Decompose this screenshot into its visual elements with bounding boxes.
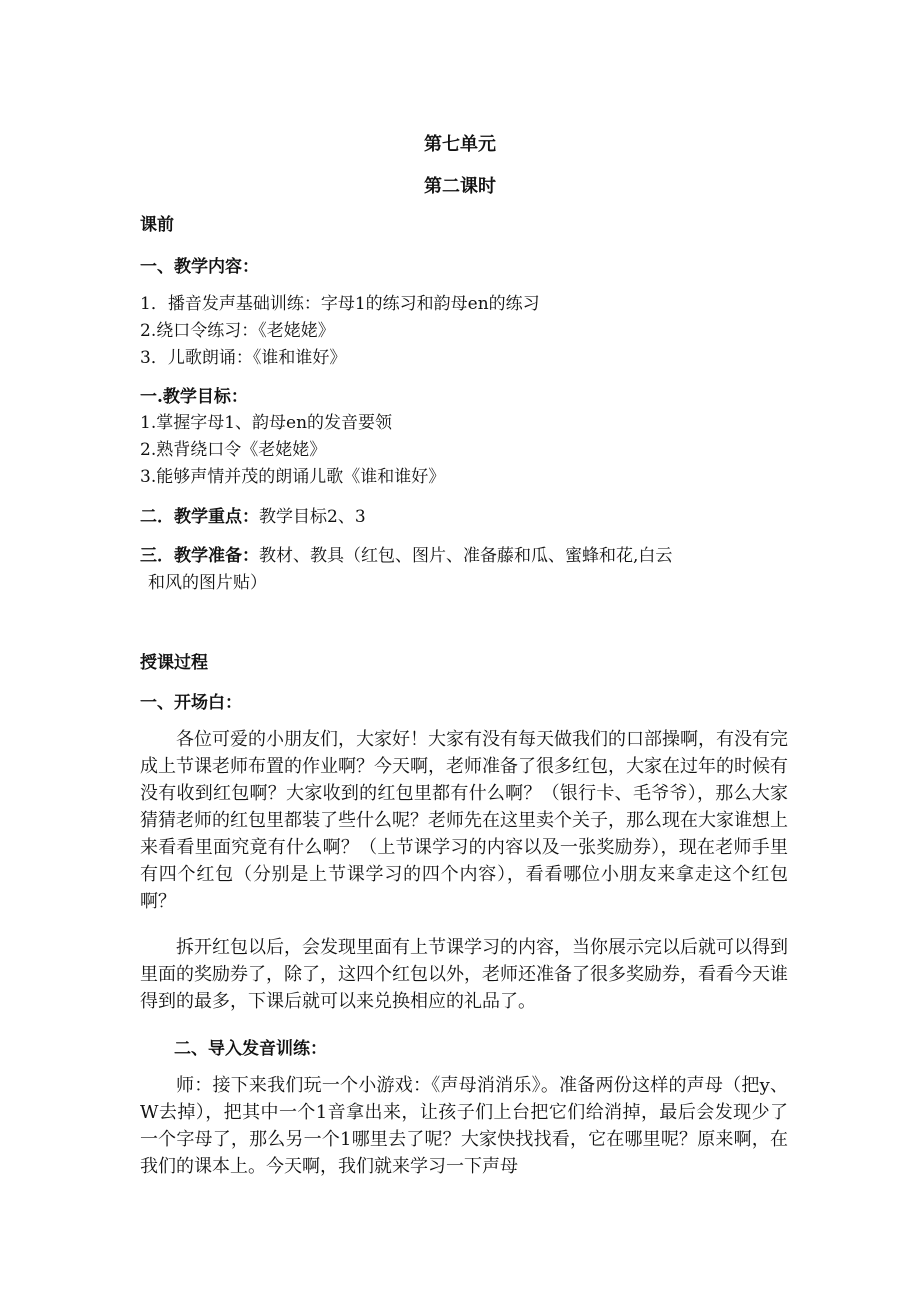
key-points-label: 二．教学重点： [140, 507, 259, 527]
opening-heading: 一、开场白： [140, 693, 242, 713]
key-points-line [140, 502, 366, 527]
unit-title: 第七单元 [424, 134, 496, 155]
lesson-title: 第二课时 [424, 176, 496, 197]
opening-paragraph-1: 各位可爱的小朋友们，大家好！大家有没有每天做我们的口部操啊，有没有完成上节课老师布置的作业啊？今天啊，老师准备了很多红包，大家在过年的时候有没有收到红包啊？大家收到的红包里都有什么啊？（银行卡、毛爷爷），那么大家猜猜老师的红包里都装了些什么呢？老师先在这里卖个关子，那么现在大家谁想上来看看里面究竟有什么啊？（上节课学习的内容以及一张奖励券），现在老师手里有四个红包（分别是上节课学习的四个内容），看看哪位小朋友来拿走这个红包啊？ [140, 729, 788, 912]
goals-heading: 一.教学目标： [140, 387, 248, 407]
content-heading: 一、教学内容： [140, 257, 259, 277]
key-points-text: 教学目标2、3 [259, 507, 366, 527]
prep-text-line1: 教材、教具（红包、图片、准备藤和瓜、蜜蜂和花,白云 [259, 546, 673, 566]
goal-item-1: 1.掌握字母1、韵母en的发音要领 [140, 413, 393, 433]
goal-item-2: 2.熟背绕口令《老姥姥》 [140, 440, 327, 460]
pre-class-heading: 课前 [140, 215, 174, 235]
prep-text-line2: 和风的图片贴） [148, 573, 267, 593]
opening-paragraph-2: 拆开红包以后，会发现里面有上节课学习的内容，当你展示完以后就可以得到里面的奖励券了，除了，这四个红包以外，老师还准备了很多奖励券，看看今天谁得到的最多，下课后就可以来兑换相应的礼品了。 [140, 937, 788, 1012]
process-heading: 授课过程 [140, 653, 208, 673]
content-item-2: 2.绕口令练习：《老姥姥》 [140, 321, 335, 341]
content-item-3: 3．儿歌朗诵：《谁和谁好》 [140, 348, 347, 368]
training-paragraph: 师：接下来我们玩一个小游戏：《声母消消乐》。准备两份这样的声母（把y、W去掉），把其中一个1音拿出来，让孩子们上台把它们给消掉，最后会发现少了一个字母了，那么另一个1哪里去了呢？大家快找找看，它在哪里呢？原来啊，在我们的课本上。今天啊，我们就来学习一下声母 [140, 1075, 788, 1177]
content-item-1: 1．播音发声基础训练：字母1的练习和韵母en的练习 [140, 294, 540, 314]
training-heading: 二、导入发音训练： [174, 1039, 327, 1059]
prep-line [140, 541, 672, 566]
goal-item-3: 3.能够声情并茂的朗诵儿歌《谁和谁好》 [140, 467, 446, 487]
prep-label: 三．教学准备： [140, 546, 259, 566]
